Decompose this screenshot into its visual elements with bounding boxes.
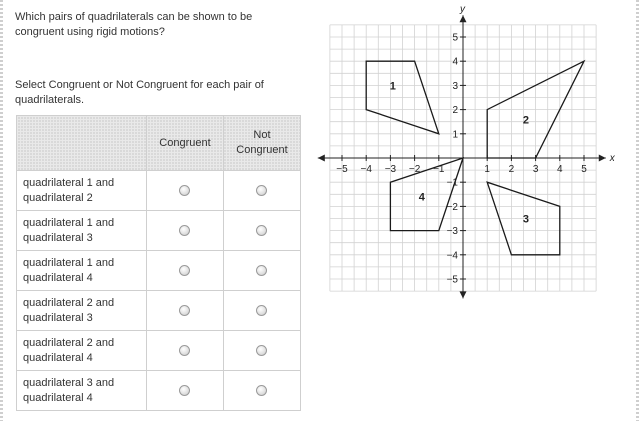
question-text: Which pairs of quadrilaterals can be shown to be congruent using rigid motions? [15,11,253,38]
y-tick-label: −5 [446,274,458,286]
row-label: quadrilateral 2 and quadrilateral 3 [17,291,147,331]
y-tick-label: −4 [446,250,458,262]
x-axis-arrow-right [599,155,606,162]
quadrilateral-label-4: 4 [418,191,425,204]
y-tick-label: 4 [452,56,458,68]
x-axis-arrow-left [318,155,325,162]
x-tick-label: 1 [484,164,490,175]
instruction-text: Select Congruent or Not Congruent for each pair of quadrilaterals. [15,79,264,106]
y-tick-label: 1 [452,129,458,141]
quadrilateral-label-1: 1 [389,80,396,93]
y-tick-label: −1 [446,177,458,189]
row-label: quadrilateral 2 and quadrilateral 4 [17,331,147,371]
x-tick-label: −5 [336,164,348,175]
x-tick-label: −2 [408,164,421,175]
y-tick-label: −2 [446,201,458,213]
y-tick-label: 5 [452,32,458,44]
y-axis-arrow-up [460,15,467,22]
y-axis-label: y [460,4,465,16]
row-label: quadrilateral 1 and quadrilateral 4 [17,251,147,291]
x-tick-label: 2 [508,164,515,175]
x-tick-label: −1 [433,164,445,175]
x-tick-label: 4 [557,164,563,175]
y-tick-label: 2 [452,105,458,117]
y-axis-arrow-down [460,291,467,298]
y-tick-label: −3 [446,226,458,238]
header-not-congruent-text: Not Congruent [236,129,288,156]
x-axis-label: x [609,153,615,164]
x-tick-label: −3 [384,164,397,175]
quadrilateral-label-2: 2 [522,114,529,127]
x-tick-label: 3 [532,164,539,175]
row-label: quadrilateral 1 and quadrilateral 2 [17,171,147,211]
header-congruent: Congruent [147,116,224,171]
y-tick-label: 3 [452,80,458,92]
row-label: quadrilateral 3 and quadrilateral 4 [17,371,147,411]
row-label: quadrilateral 1 and quadrilateral 3 [17,211,147,251]
x-tick-label: −4 [360,164,372,175]
x-tick-label: 5 [581,164,587,175]
quadrilateral-label-3: 3 [522,213,529,226]
